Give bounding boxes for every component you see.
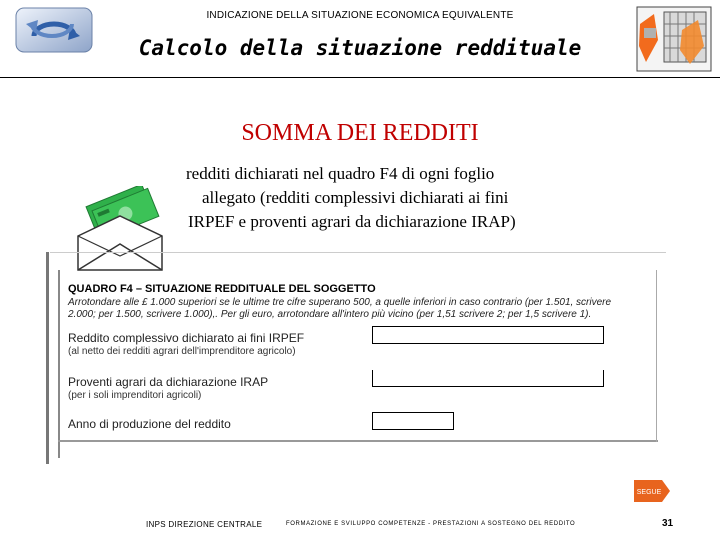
income-year-field[interactable]	[372, 412, 454, 430]
page-number: 31	[662, 518, 674, 529]
form-inner-left-border	[58, 270, 60, 458]
irap-proceeds-label: Proventi agrari da dichiarazione IRAP	[68, 375, 269, 389]
irpef-income-sublabel: (al netto dei redditi agrari dell'imprenditore agricolo)	[68, 346, 296, 357]
next-button-label: SEGUE	[636, 489, 662, 496]
section-title: SOMMA DEI REDDITI	[241, 120, 479, 146]
description-line: IRPEF e proventi agrari da dichiarazione IRAP)	[188, 212, 516, 231]
income-year-label: Anno di produzione del reddito	[68, 417, 231, 431]
header-divider	[0, 77, 720, 78]
rounding-rule: 2.000; per 1.500, scrivere 1.000),. Per gli euro, arrotondare all'intero più vicino (per 1,51 scrivere 2; per 1,5 scrivere 1).	[68, 309, 592, 320]
irap-proceeds-field[interactable]	[372, 370, 604, 387]
rounding-rule: Arrotondare alle £ 1.000 superiori se le ultime tre cifre superano 500, a quelle inferiori in caso contrario (per 1.501, scrivere	[68, 297, 612, 308]
form-inner-right-border	[656, 270, 657, 442]
form-title: QUADRO F4 – SITUAZIONE REDDITUALE DEL SOGGETTO	[68, 283, 376, 295]
irpef-income-field[interactable]	[372, 326, 604, 344]
description-line: allegato (redditi complessivi dichiarati ai fini	[202, 188, 509, 207]
form-top-border	[50, 252, 666, 253]
form-inner-bottom-border	[58, 440, 658, 442]
footer-organization: INPS DIREZIONE CENTRALE	[146, 520, 263, 529]
next-button[interactable]	[634, 480, 670, 502]
form-left-border	[46, 252, 49, 464]
footer-course: FORMAZIONE E SVILUPPO COMPETENZE - PRESTAZIONI A SOSTEGNO DEL REDDITO	[286, 521, 576, 527]
page-title: Calcolo della situazione reddituale	[138, 36, 582, 60]
quadro-f4-form	[46, 248, 670, 468]
irap-proceeds-sublabel: (per i soli imprenditori agricoli)	[68, 390, 202, 401]
section-description	[186, 162, 606, 234]
header-supertitle: INDICAZIONE DELLA SITUAZIONE ECONOMICA EQUIVALENTE	[206, 10, 514, 21]
irpef-income-label: Reddito complessivo dichiarato ai fini IRPEF	[68, 331, 305, 345]
description-line: redditi dichiarati nel quadro F4 di ogni foglio	[186, 164, 495, 183]
